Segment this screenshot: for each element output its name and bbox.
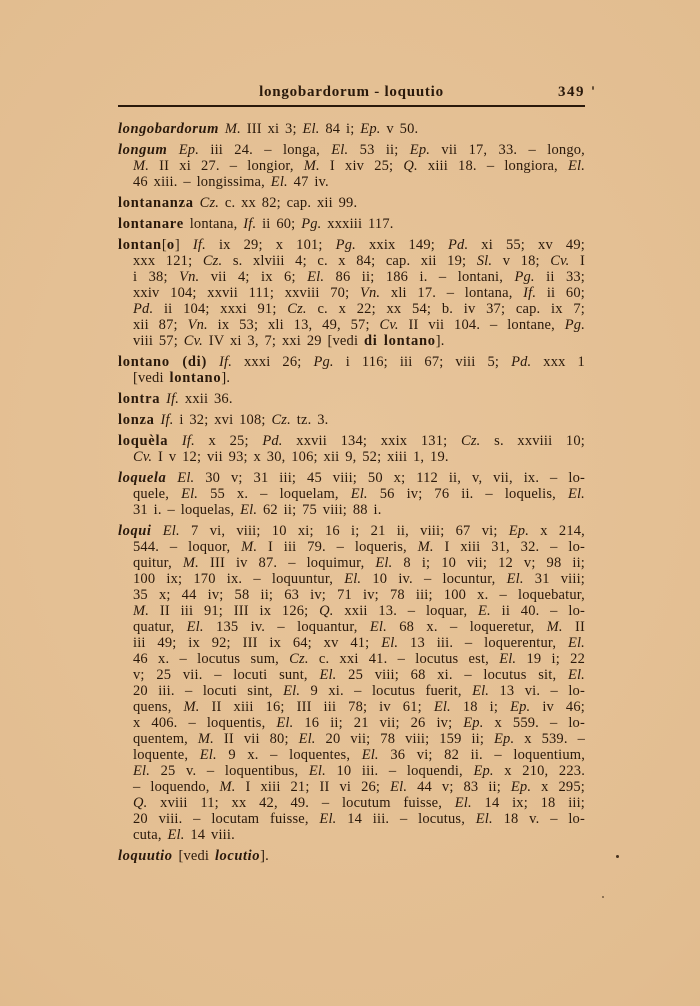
text-segment: 14 iii. – locutus, — [336, 811, 476, 827]
entry-continuation-line — [118, 619, 585, 635]
work-abbreviation: Cv. — [183, 333, 203, 349]
running-title: longobardorum - loquutio — [259, 84, 444, 100]
work-abbreviation: M. — [182, 555, 199, 571]
text-segment: xli 17. – lontana, — [380, 285, 524, 301]
work-abbreviation: El. — [567, 158, 586, 174]
work-abbreviation: El. — [506, 571, 524, 587]
text-segment: 8 i; 10 vii; 12 v; 98 ii; — [392, 555, 585, 571]
entry-continuation-line — [118, 763, 585, 779]
work-abbreviation: Ep. — [463, 715, 484, 731]
text-segment: 55 x. – loquelam, — [198, 486, 351, 502]
text-segment: 20 vii; 78 viii; 159 ii; — [315, 731, 495, 747]
work-abbreviation: If. — [192, 237, 206, 253]
work-abbreviation: El. — [499, 651, 517, 667]
entry-first-line — [118, 391, 585, 407]
work-abbreviation: Cv. — [550, 253, 570, 269]
work-abbreviation: El. — [199, 747, 217, 763]
text-segment: quens, — [133, 699, 184, 715]
entry-continuation-line — [118, 285, 585, 301]
work-abbreviation: Ep. — [178, 142, 200, 158]
entry-first-line — [118, 195, 585, 211]
entry-continuation-line — [118, 715, 585, 731]
page-header — [118, 84, 585, 101]
text-segment: II vii 80; — [213, 731, 299, 747]
header-rule — [118, 105, 585, 107]
text-segment: xxx 1 — [531, 354, 585, 370]
text-segment: v 50. — [380, 121, 419, 137]
work-abbreviation: Pg. — [335, 237, 356, 253]
text-segment: II xiii 16; III iii 78; iv 61; — [199, 699, 434, 715]
entry — [118, 216, 585, 232]
text-segment: 19 i; 22 — [516, 651, 585, 667]
work-abbreviation: Pd. — [448, 237, 469, 253]
work-abbreviation: Ep. — [510, 699, 531, 715]
lemma: locutio — [214, 848, 261, 864]
work-abbreviation: M. — [303, 158, 320, 174]
work-abbreviation: El. — [344, 571, 362, 587]
entry-continuation-line — [118, 683, 585, 699]
work-abbreviation: El. — [181, 486, 199, 502]
text-segment: 35 x; 44 iv; 58 ii; 63 iv; 71 iv; 78 iii; 100 x. – loquebatur, — [133, 587, 585, 603]
entry-continuation-line — [118, 317, 585, 333]
lemma: longobardorum — [118, 121, 220, 137]
entry-continuation-line — [118, 795, 585, 811]
text-segment: II vii 104. – lontane, — [398, 317, 565, 333]
work-abbreviation: Q. — [319, 603, 334, 619]
entry-first-line — [118, 354, 585, 370]
work-abbreviation: Pd. — [511, 354, 532, 370]
work-abbreviation: El. — [381, 635, 399, 651]
text-segment: quentem, — [133, 731, 198, 747]
entry — [118, 142, 585, 190]
text-segment: xxxiii 117. — [321, 216, 394, 232]
work-abbreviation: Vn. — [359, 285, 381, 301]
text-segment: I xiii 21; II vi 26; — [235, 779, 391, 795]
entry-continuation-line — [118, 370, 585, 386]
text-segment: x 406. – loquentis, — [133, 715, 277, 731]
text-segment: 46 x. – locutus sum, — [133, 651, 290, 667]
work-abbreviation: Ep. — [409, 142, 431, 158]
text-segment: III iv 87. – loquimur, — [198, 555, 376, 571]
entry-first-line — [118, 523, 585, 539]
work-abbreviation: M. — [546, 619, 563, 635]
print-speck — [602, 896, 604, 898]
text-segment: 53 ii; — [348, 142, 410, 158]
entry-continuation-line — [118, 253, 585, 269]
work-abbreviation: El. — [270, 174, 288, 190]
text-segment: i 32; xvi 108; — [173, 412, 272, 428]
work-abbreviation: If. — [166, 391, 180, 407]
work-abbreviation: El. — [186, 619, 204, 635]
entry — [118, 391, 585, 407]
work-abbreviation: Ep. — [510, 779, 532, 795]
text-segment: I xiii 31, 32. – lo- — [433, 539, 585, 555]
entry-continuation-line — [118, 502, 585, 518]
text-segment: 10 iii. – loquendi, — [325, 763, 474, 779]
entry — [118, 195, 585, 211]
text-segment: x 539. – — [514, 731, 586, 747]
work-abbreviation: E. — [478, 603, 491, 619]
text-segment: quele, — [133, 486, 182, 502]
text-segment: quatur, — [133, 619, 187, 635]
work-abbreviation: El. — [331, 142, 349, 158]
work-abbreviation: If. — [181, 433, 195, 449]
text-segment: [ — [161, 237, 167, 253]
entry-first-line — [118, 237, 585, 253]
text-segment: iii 49; ix 92; III ix 64; xv 41; — [133, 635, 382, 651]
work-abbreviation: M. — [241, 539, 258, 555]
text-segment: 44 v; 83 ii; — [407, 779, 511, 795]
text-segment: ii 60; — [536, 285, 585, 301]
entry — [118, 433, 585, 465]
entry-continuation-line — [118, 333, 585, 349]
work-abbreviation: El. — [454, 795, 472, 811]
work-abbreviation: If. — [243, 216, 257, 232]
work-abbreviation: M. — [133, 603, 150, 619]
text-segment: IV xi 3, 7; xxi 29 [vedi — [202, 333, 364, 349]
entry-first-line — [118, 433, 585, 449]
text-segment: 46 xiii. – longissima, — [133, 174, 271, 190]
entry — [118, 848, 585, 864]
text-segment: [vedi — [172, 848, 215, 864]
entry-first-line — [118, 848, 585, 864]
text-segment: xxxi 26; — [232, 354, 314, 370]
entry-continuation-line — [118, 731, 585, 747]
work-abbreviation: M. — [417, 539, 434, 555]
entry-continuation-line — [118, 301, 585, 317]
text-segment: vii 4; ix 6; — [199, 269, 308, 285]
entry-continuation-line — [118, 158, 585, 174]
entry-continuation-line — [118, 571, 585, 587]
text-block — [118, 84, 585, 864]
text-segment: 14 ix; 18 iii; — [471, 795, 585, 811]
work-abbreviation: Cv. — [133, 449, 153, 465]
text-segment: c. xx 82; cap. xii 99. — [219, 195, 358, 211]
text-segment — [166, 470, 177, 486]
text-segment: loquente, — [133, 747, 200, 763]
text-segment: i 116; iii 67; viii 5; — [333, 354, 512, 370]
lemma: lontan — [118, 237, 162, 253]
work-abbreviation: El. — [298, 731, 316, 747]
text-segment: II iii 91; III ix 126; — [149, 603, 320, 619]
text-segment: 25 v. – loquentibus, — [150, 763, 309, 779]
entry-continuation-line — [118, 174, 585, 190]
lemma: di lontano — [364, 333, 436, 349]
lemma: loquela — [118, 470, 167, 486]
text-segment: iii 24. – longa, — [199, 142, 332, 158]
text-segment: lontana, — [183, 216, 244, 232]
text-segment: v; 25 vii. – locuti sunt, — [133, 667, 320, 683]
text-segment: 84 i; — [319, 121, 361, 137]
text-segment — [167, 142, 178, 158]
work-abbreviation: M. — [224, 121, 241, 137]
text-segment: x 559. – lo- — [483, 715, 585, 731]
text-segment: c. x 22; xx 54; b. iv 37; cap. ix 7; — [306, 301, 585, 317]
work-abbreviation: Pg. — [301, 216, 322, 232]
work-abbreviation: Pg. — [564, 317, 586, 333]
entry — [118, 354, 585, 386]
text-segment: I v 12; vii 93; x 30, 106; xii 9, 52; xiii 1, 19. — [152, 449, 449, 465]
entry — [118, 121, 585, 137]
text-segment: i 38; — [133, 269, 180, 285]
text-segment: 47 iv. — [287, 174, 329, 190]
text-segment: xxix 149; — [355, 237, 448, 253]
entry-continuation-line — [118, 667, 585, 683]
text-segment: ]. — [435, 333, 445, 349]
entry-continuation-line — [118, 699, 585, 715]
text-segment: 9 x. – loquentes, — [216, 747, 362, 763]
text-segment: s. xlviii 4; c. x 84; cap. xii 19; — [222, 253, 477, 269]
text-segment: 18 i; — [450, 699, 511, 715]
entry-continuation-line — [118, 449, 585, 465]
work-abbreviation: Ep. — [494, 731, 515, 747]
text-segment: 10 iv. – locuntur, — [361, 571, 507, 587]
text-segment — [168, 433, 182, 449]
work-abbreviation: El. — [307, 269, 325, 285]
work-abbreviation: El. — [350, 486, 368, 502]
work-abbreviation: El. — [276, 715, 294, 731]
text-segment: xiii 18. – longiora, — [417, 158, 568, 174]
entries — [118, 121, 585, 864]
work-abbreviation: El. — [475, 811, 493, 827]
text-segment: 9 xi. – locutus fuerit, — [300, 683, 473, 699]
work-abbreviation: Cz. — [199, 195, 220, 211]
work-abbreviation: El. — [567, 635, 585, 651]
print-speck — [592, 86, 594, 90]
text-segment: 31 viii; — [523, 571, 585, 587]
work-abbreviation: Ep. — [508, 523, 530, 539]
lemma: lontananza — [118, 195, 194, 211]
work-abbreviation: Cz. — [461, 433, 481, 449]
lemma: lontra — [118, 391, 161, 407]
text-segment: 86 ii; 186 i. – lontani, — [324, 269, 515, 285]
text-segment: II xi 27. – longior, — [149, 158, 304, 174]
text-segment: cuta, — [133, 827, 168, 843]
entry — [118, 237, 585, 349]
text-segment: I — [569, 253, 585, 269]
text-segment: x 210, 223. — [493, 763, 586, 779]
work-abbreviation: El. — [167, 827, 185, 843]
page-number: 349 — [558, 84, 585, 100]
text-segment: 20 viii. – locutam fuisse, — [133, 811, 320, 827]
text-segment: 30 v; 31 iii; 45 viii; 50 x; 112 ii, v, vii, ix. – lo- — [194, 470, 585, 486]
text-segment: xii 87; — [133, 317, 188, 333]
work-abbreviation: Pg. — [313, 354, 334, 370]
lemma: longum — [118, 142, 168, 158]
work-abbreviation: El. — [361, 747, 379, 763]
work-abbreviation: If. — [523, 285, 537, 301]
text-segment — [207, 354, 219, 370]
text-segment: 13 vi. – lo- — [489, 683, 585, 699]
entry-continuation-line — [118, 827, 585, 843]
text-segment: x 295; — [531, 779, 585, 795]
entry-continuation-line — [118, 486, 585, 502]
work-abbreviation: M. — [133, 158, 150, 174]
text-segment: 7 vi, viii; 10 xi; 16 i; 21 ii, viii; 67 vi; — [179, 523, 509, 539]
text-segment: xxvii 134; xxix 131; — [282, 433, 461, 449]
entry-continuation-line — [118, 651, 585, 667]
text-segment: vii 17, 33. – longo, — [430, 142, 585, 158]
text-segment: 25 viii; 68 xi. – locutus sit, — [336, 667, 568, 683]
work-abbreviation: If. — [160, 412, 174, 428]
text-segment: viii 57; — [133, 333, 184, 349]
text-segment: 13 iii. – loquerentur, — [398, 635, 568, 651]
work-abbreviation: El. — [133, 763, 151, 779]
entry-continuation-line — [118, 555, 585, 571]
text-segment: xxii 36. — [179, 391, 233, 407]
text-segment: 56 iv; 76 ii. – loquelis, — [367, 486, 568, 502]
work-abbreviation: Ep. — [360, 121, 381, 137]
text-segment: [vedi — [133, 370, 170, 386]
work-abbreviation: El. — [472, 683, 490, 699]
work-abbreviation: Pd. — [262, 433, 283, 449]
work-abbreviation: Vn. — [179, 269, 200, 285]
text-segment: ii 40. – lo- — [490, 603, 585, 619]
work-abbreviation: Cz. — [271, 412, 291, 428]
work-abbreviation: M. — [183, 699, 200, 715]
work-abbreviation: El. — [177, 470, 195, 486]
work-abbreviation: El. — [283, 683, 301, 699]
lemma: lonza — [118, 412, 155, 428]
work-abbreviation: Cv. — [379, 317, 399, 333]
text-segment: ]. — [221, 370, 231, 386]
print-speck — [616, 855, 619, 858]
work-abbreviation: El. — [319, 811, 337, 827]
work-abbreviation: Pg. — [514, 269, 535, 285]
text-segment: c. xxi 41. – locutus est, — [308, 651, 500, 667]
entry-first-line — [118, 412, 585, 428]
work-abbreviation: El. — [369, 619, 387, 635]
text-segment: x 25; — [194, 433, 263, 449]
text-segment: ]. — [260, 848, 269, 864]
entry-continuation-line — [118, 603, 585, 619]
work-abbreviation: Vn. — [187, 317, 208, 333]
text-segment: xxii 13. – loquar, — [333, 603, 479, 619]
text-segment: 68 x. – loqueretur, — [386, 619, 547, 635]
entry-first-line — [118, 142, 585, 158]
lemma: loquutio — [118, 848, 173, 864]
work-abbreviation: El. — [567, 486, 585, 502]
work-abbreviation: M. — [219, 779, 236, 795]
text-segment: ix 29; x 101; — [205, 237, 336, 253]
text-segment: 135 iv. – loquantur, — [203, 619, 370, 635]
text-segment: s. xxviii 10; — [480, 433, 585, 449]
work-abbreviation: El. — [567, 667, 585, 683]
entry-continuation-line — [118, 539, 585, 555]
entry-continuation-line — [118, 587, 585, 603]
entry-first-line — [118, 216, 585, 232]
work-abbreviation: Q. — [403, 158, 418, 174]
work-abbreviation: El. — [308, 763, 326, 779]
entry-first-line — [118, 470, 585, 486]
text-segment: ii 60; — [256, 216, 302, 232]
entry-continuation-line — [118, 811, 585, 827]
text-segment: 16 ii; 21 vii; 26 iv; — [293, 715, 464, 731]
lemma: lontanare — [118, 216, 184, 232]
text-segment: III xi 3; — [240, 121, 303, 137]
text-segment: 544. – loquor, — [133, 539, 242, 555]
text-segment: 100 ix; 170 ix. – loquuntur, — [133, 571, 345, 587]
text-segment: xxx 121; — [133, 253, 203, 269]
text-segment: ii 104; xxxi 91; — [153, 301, 288, 317]
work-abbreviation: Ep. — [473, 763, 494, 779]
text-segment: xi 55; xv 49; — [468, 237, 585, 253]
entry — [118, 412, 585, 428]
work-abbreviation: Cz. — [202, 253, 223, 269]
text-segment: 31 i. – loquelas, — [133, 502, 241, 518]
text-segment: II — [562, 619, 586, 635]
lemma: o — [166, 237, 175, 253]
entry — [118, 470, 585, 518]
work-abbreviation: El. — [375, 555, 393, 571]
text-segment: quitur, — [133, 555, 183, 571]
text-segment: xviii 11; xx 42, 49. – locutum fuisse, — [147, 795, 455, 811]
lemma: loquèla — [118, 433, 169, 449]
text-segment: 20 iii. – locuti sint, — [133, 683, 284, 699]
work-abbreviation: M. — [197, 731, 214, 747]
text-segment: I xiv 25; — [319, 158, 404, 174]
work-abbreviation: If. — [218, 354, 232, 370]
text-segment: ii 33; — [534, 269, 585, 285]
work-abbreviation: Q. — [133, 795, 148, 811]
text-segment: 14 viii. — [184, 827, 235, 843]
text-segment: I iii 79. – loqueris, — [257, 539, 418, 555]
text-segment: x 214, — [529, 523, 585, 539]
work-abbreviation: El. — [162, 523, 180, 539]
entry-first-line — [118, 121, 585, 137]
work-abbreviation: El. — [433, 699, 451, 715]
work-abbreviation: Pd. — [133, 301, 154, 317]
text-segment: 36 vi; 82 ii. – loquentium, — [378, 747, 586, 763]
text-segment: 18 v. – lo- — [492, 811, 585, 827]
entry — [118, 523, 585, 843]
work-abbreviation: Cz. — [287, 301, 307, 317]
entry-continuation-line — [118, 635, 585, 651]
work-abbreviation: Cz. — [289, 651, 309, 667]
work-abbreviation: El. — [319, 667, 337, 683]
text-segment: ix 53; xli 13, 49, 57; — [207, 317, 380, 333]
text-segment: tz. 3. — [290, 412, 329, 428]
entry-continuation-line — [118, 269, 585, 285]
text-segment — [152, 523, 163, 539]
text-segment: xxiv 104; xxvii 111; xxviii 70; — [133, 285, 360, 301]
text-segment: iv 46; — [530, 699, 585, 715]
work-abbreviation: El. — [390, 779, 408, 795]
work-abbreviation: El. — [302, 121, 320, 137]
lemma: lontano — [169, 370, 222, 386]
work-abbreviation: Sl. — [476, 253, 493, 269]
work-abbreviation: El. — [240, 502, 258, 518]
lemma: loqui — [118, 523, 152, 539]
text-segment: – loquendo, — [133, 779, 220, 795]
text-segment: 62 ii; 75 viii; 88 i. — [257, 502, 382, 518]
text-segment: ] — [174, 237, 193, 253]
entry-continuation-line — [118, 779, 585, 795]
text-segment: v 18; — [492, 253, 551, 269]
entry-continuation-line — [118, 747, 585, 763]
lemma: lontano (di) — [118, 354, 207, 370]
